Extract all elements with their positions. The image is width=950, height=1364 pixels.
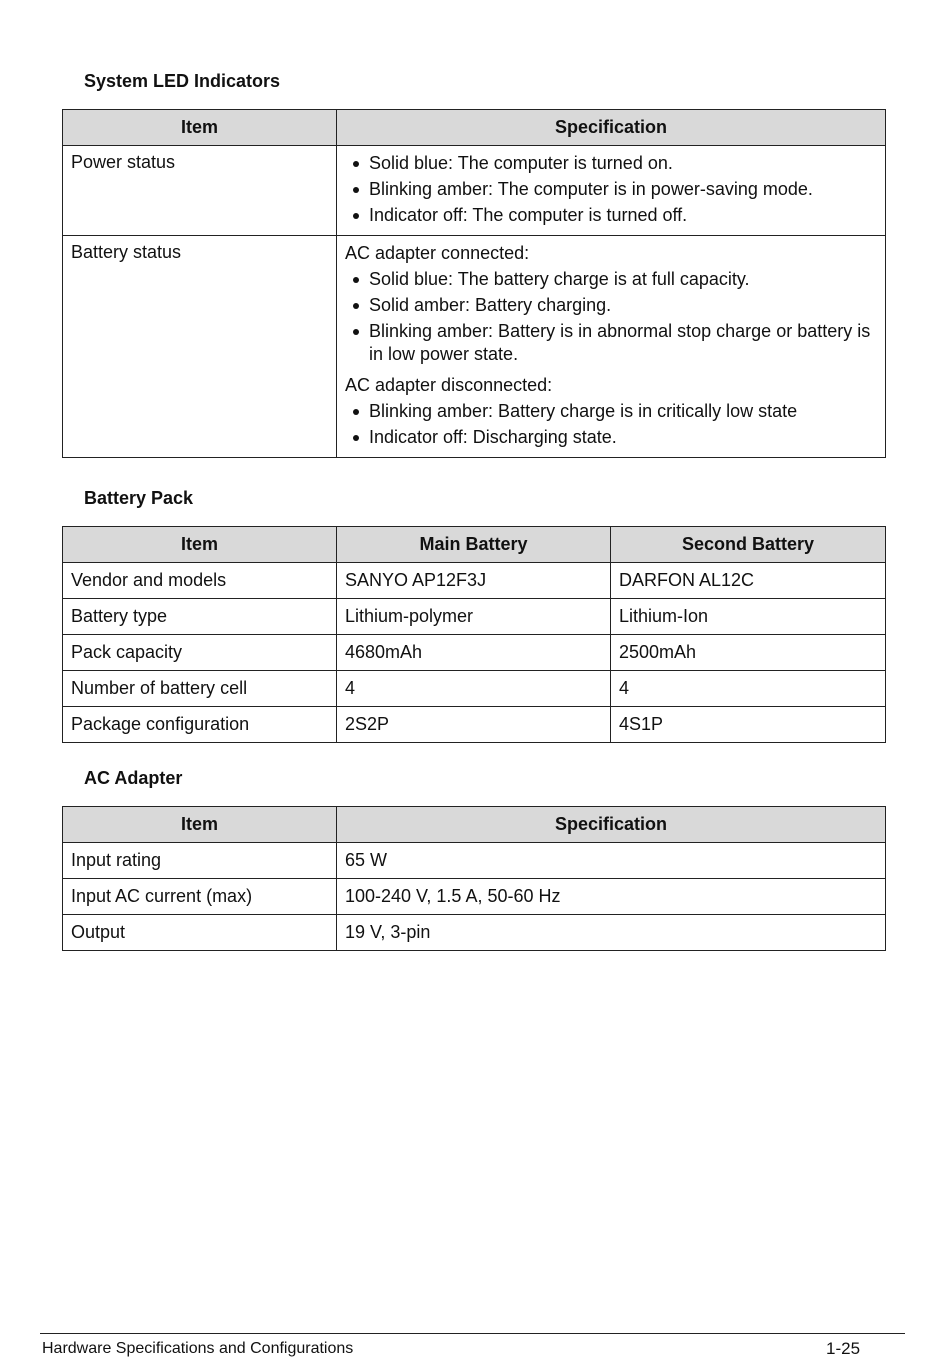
table-cell: 2500mAh — [611, 635, 886, 671]
ac-adapter-table — [62, 806, 886, 951]
table-row — [63, 236, 886, 458]
table-row — [63, 146, 886, 236]
table-row — [63, 843, 886, 879]
bullet-item: Blinking amber: Battery charge is in critically low state — [345, 400, 877, 423]
row-spec-battery-status — [337, 236, 886, 458]
table-cell: Lithium-polymer — [337, 599, 611, 635]
table-row — [63, 635, 886, 671]
column-header-item: Item — [63, 527, 337, 563]
adapter-section-title: AC Adapter — [84, 768, 183, 788]
table-row — [63, 879, 886, 915]
table-cell: Vendor and models — [63, 563, 337, 599]
table-header-row — [63, 110, 886, 146]
table-header-row — [63, 527, 886, 563]
table-cell: 4680mAh — [337, 635, 611, 671]
table-cell: Pack capacity — [63, 635, 337, 671]
bullet-item: Blinking amber: Battery is in abnormal stop charge or battery is in low power state. — [345, 320, 877, 366]
table-cell: 4 — [337, 671, 611, 707]
row-item-power-status: Power status — [63, 146, 337, 236]
table-cell: Input AC current (max) — [63, 879, 337, 915]
bullet-item: Solid amber: Battery charging. — [345, 294, 877, 317]
table-cell: Package configuration — [63, 707, 337, 743]
table-row — [63, 671, 886, 707]
bullet-list — [345, 152, 877, 227]
ac-disconnected-label: AC adapter disconnected: — [345, 375, 553, 395]
footer-chapter-title: Hardware Specifications and Configurations — [42, 1340, 354, 1357]
table-row — [63, 563, 886, 599]
table-cell: Lithium-Ion — [611, 599, 886, 635]
row-item-battery-status: Battery status — [63, 236, 337, 458]
table-row — [63, 915, 886, 951]
table-cell: Number of battery cell — [63, 671, 337, 707]
table-cell: Battery type — [63, 599, 337, 635]
bullet-item: Solid blue: The computer is turned on. — [345, 152, 877, 175]
table-cell: 19 V, 3-pin — [337, 915, 886, 951]
page-number: 1-25 — [826, 1339, 861, 1358]
table-cell: DARFON AL12C — [611, 563, 886, 599]
led-indicators-table — [62, 109, 886, 458]
table-cell: 2S2P — [337, 707, 611, 743]
column-header-specification: Specification — [337, 807, 886, 843]
bullet-item: Indicator off: The computer is turned off. — [345, 204, 877, 227]
table-cell: SANYO AP12F3J — [337, 563, 611, 599]
battery-pack-table — [62, 526, 886, 743]
column-header-item: Item — [63, 807, 337, 843]
column-header-specification: Specification — [337, 110, 886, 146]
table-row — [63, 707, 886, 743]
footer-divider — [40, 1333, 905, 1334]
table-cell: 4 — [611, 671, 886, 707]
table-header-row — [63, 807, 886, 843]
table-cell: Output — [63, 915, 337, 951]
table-cell: 4S1P — [611, 707, 886, 743]
table-row — [63, 599, 886, 635]
row-spec-power-status — [337, 146, 886, 236]
bullet-item: Blinking amber: The computer is in power-saving mode. — [345, 178, 877, 201]
ac-connected-label: AC adapter connected: — [345, 243, 530, 263]
table-cell: Input rating — [63, 843, 337, 879]
column-header-item: Item — [63, 110, 337, 146]
column-header-second-battery: Second Battery — [611, 527, 886, 563]
battery-section-title: Battery Pack — [84, 488, 194, 508]
column-header-main-battery: Main Battery — [337, 527, 611, 563]
bullet-list — [345, 400, 877, 449]
bullet-item: Indicator off: Discharging state. — [345, 426, 877, 449]
led-section-title: System LED Indicators — [84, 71, 281, 91]
bullet-item: Solid blue: The battery charge is at full capacity. — [345, 268, 877, 291]
table-cell: 65 W — [337, 843, 886, 879]
bullet-list — [345, 268, 877, 366]
table-cell: 100-240 V, 1.5 A, 50-60 Hz — [337, 879, 886, 915]
